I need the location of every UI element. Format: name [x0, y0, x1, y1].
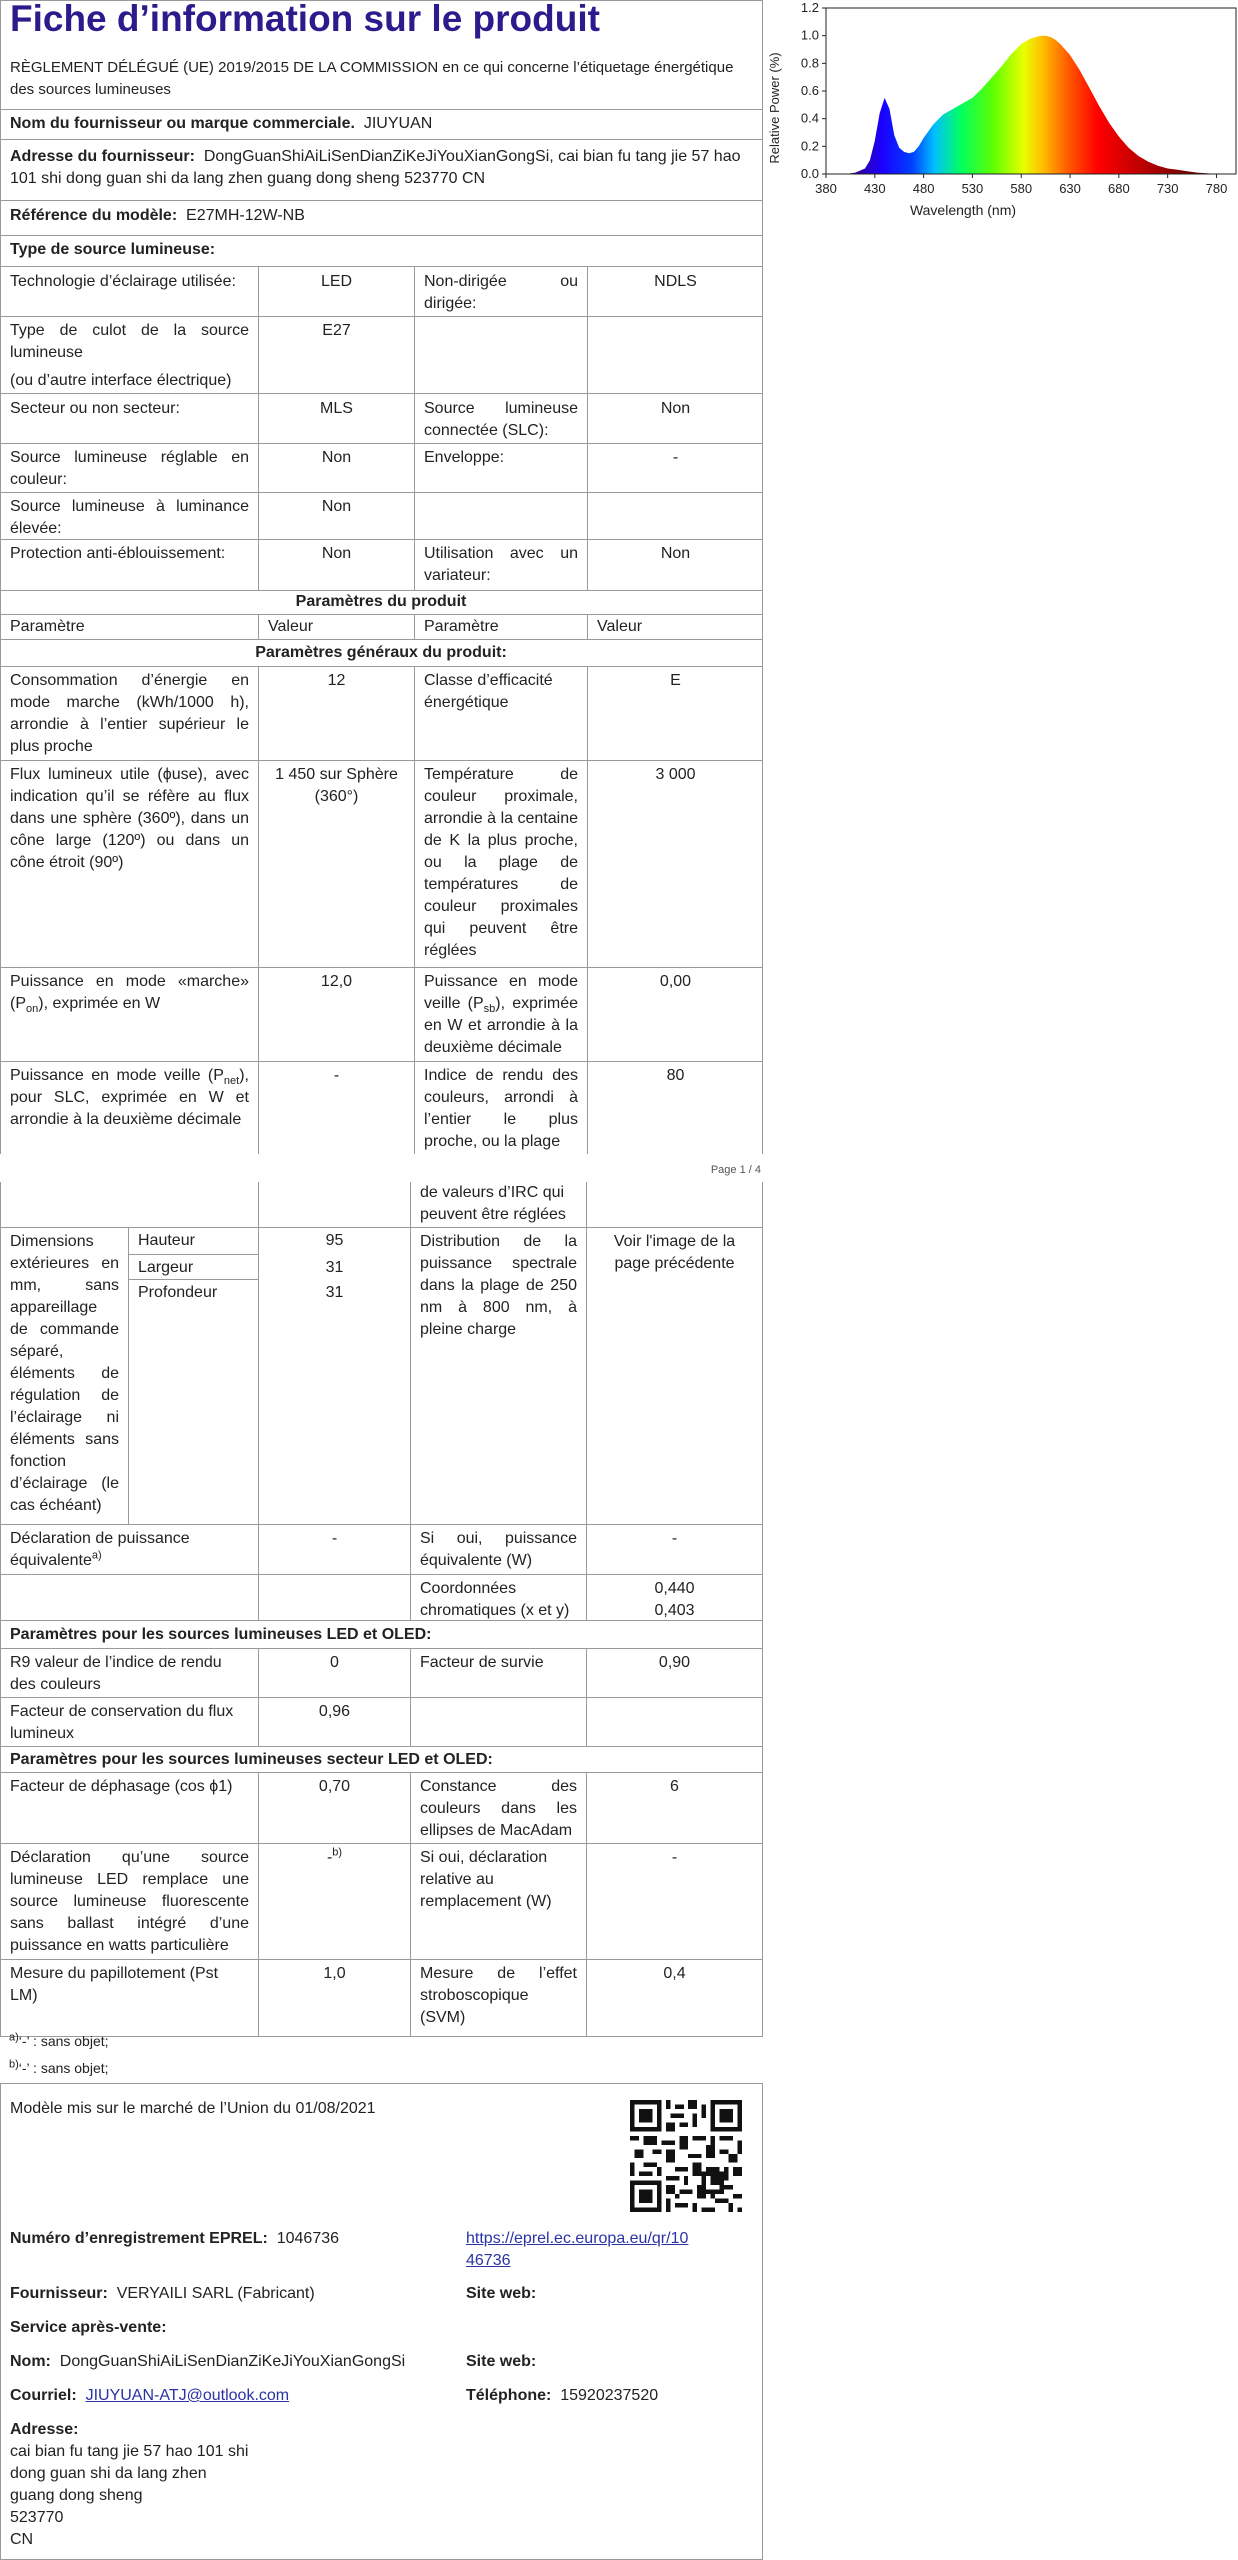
footnote	[9, 2060, 109, 2076]
website-label: Site web:	[466, 2285, 537, 2302]
mains-header: Paramètres pour les sources lumineuses secteur LED et OLED:	[10, 1751, 493, 1768]
dimension-name: Largeur	[138, 1259, 194, 1276]
dimensions-label: Dimensions extérieures en mm, sans appareillage de commande séparé, éléments de régulation de l’éclairage ni éléments sans fonction d’éclairage (le cas échéant)	[10, 1233, 119, 1514]
mains-value: 1,0	[323, 1965, 346, 1982]
led-label: Facteur de conservation du flux lumineux	[10, 1703, 234, 1742]
general-value: E	[670, 672, 681, 689]
type-header: Type de source lumineuse:	[10, 241, 216, 258]
params-header: Paramètres du produit	[295, 593, 467, 610]
address-line: CN	[10, 2531, 34, 2548]
website2-label: Site web:	[466, 2353, 537, 2370]
type-value: Non	[660, 545, 691, 562]
address-line: dong guan shi da lang zhen	[10, 2465, 207, 2482]
mains-label: Constance des couleurs dans les ellipses de MacAdam	[420, 1778, 577, 1839]
x-tick-label: 580	[1010, 181, 1033, 196]
general-value: 12,0	[320, 973, 353, 990]
address-line: 523770	[10, 2509, 64, 2526]
general-label: Indice de rendu des couleurs, arrondi à l’entier le plus proche, ou la plage	[424, 1067, 578, 1150]
general-value: 1 450 sur Sphère (360°)	[275, 766, 398, 805]
general-label-subscript: net	[223, 1075, 240, 1088]
type-label: Source lumineuse connectée (SLC):	[424, 400, 578, 439]
spectral-power-chart	[766, 0, 1238, 232]
type-value: Non	[321, 545, 352, 562]
address-line: cai bian fu tang jie 57 hao 101 shi	[10, 2443, 249, 2460]
dimension-name: Profondeur	[138, 1284, 218, 1301]
led-label: R9 valeur de l’indice de rendu des couleurs	[10, 1654, 222, 1693]
general-value: 12	[327, 672, 346, 689]
mains-label: Mesure du papillotement (Pst LM)	[10, 1965, 219, 2004]
footnote-text: ‘-’ : sans objet;	[18, 2060, 109, 2076]
col-header: Paramètre	[424, 618, 499, 635]
mains-value-sup: b)	[332, 1846, 343, 1859]
mains-value: 0,4	[663, 1965, 686, 1982]
chroma-y: 0,403	[654, 1602, 695, 1619]
equiv-w-value: -	[671, 1530, 678, 1547]
general-label: Température de couleur proximale, arrondie à la centaine de K la plus proche, ou la plage de températures de couleur proximales qui peuvent être réglées	[424, 766, 578, 959]
address-value: DongGuanShiAiLiSenDianZiKeJiYouXianGongSi, cai bian fu tang jie 57 hao 101 shi dong guan shi da lang zhen guang dong sheng 523770 CN	[10, 148, 741, 187]
type-label: Source lumineuse à luminance élevée:	[10, 498, 249, 537]
general-label-text: Puissance en mode veille (P	[10, 1067, 224, 1084]
eprel-url-line[interactable]: https://eprel.ec.europa.eu/qr/10	[466, 2230, 689, 2247]
type-label: Protection anti-éblouissement:	[10, 545, 226, 562]
general-label-text: ), pour SLC, exprimée en W et arrondie à la deuxième décimale	[10, 1067, 249, 1128]
service-address-label: Adresse:	[10, 2421, 79, 2438]
qr-code-icon	[630, 2100, 742, 2212]
general-label	[1, 1063, 258, 1133]
mains-value: 0,70	[318, 1778, 351, 1795]
supplier-value: JIUYUAN	[363, 115, 433, 132]
footnote-marker: a)	[9, 2031, 19, 2044]
spectral-label: Distribution de la puissance spectrale dans la plage de 250 nm à 800 nm, à pleine charge	[420, 1233, 577, 1338]
type-label: Utilisation avec un variateur:	[424, 545, 578, 584]
type-value: MLS	[320, 400, 353, 417]
general-label-text: Puissance en mode «marche» (P	[10, 973, 249, 1012]
type-value: Non	[660, 400, 691, 417]
y-tick-label: 1.0	[800, 27, 819, 43]
type-label: Type de culot de la source lumineuse	[10, 322, 249, 361]
general-header: Paramètres généraux du produit:	[255, 644, 507, 661]
phone-label: Téléphone:	[466, 2387, 552, 2404]
general-value: 0,00	[659, 973, 692, 990]
eprel-supplier-value: VERYAILI SARL (Fabricant)	[116, 2285, 315, 2302]
spectral-value: Voir l'image de la page précédente	[613, 1233, 736, 1272]
general-label-text: ), exprimée en W et arrondie à la deuxième décimale	[424, 995, 578, 1056]
x-tick-label: 530	[961, 181, 984, 196]
y-tick-label: 1.2	[800, 0, 819, 15]
dimension-value: 31	[325, 1259, 344, 1276]
equiv-value: -	[331, 1530, 338, 1547]
chroma-x: 0,440	[654, 1580, 695, 1597]
general-label: Consommation d’énergie en mode marche (kWh/1000 h), arrondie à l’entier supérieur le plus proche	[10, 672, 249, 755]
eprel-reg-label: Numéro d’enregistrement EPREL:	[10, 2230, 268, 2247]
type-value: NDLS	[654, 273, 697, 290]
x-tick-label: 780	[1205, 181, 1228, 196]
general-label	[415, 969, 587, 1061]
general-label	[1, 969, 258, 1017]
led-header: Paramètres pour les sources lumineuses LED et OLED:	[10, 1626, 432, 1643]
mains-label: Déclaration qu’une source lumineuse LED remplace une source lumineuse fluorescente sans ballast intégré d’une puissance en watts particulière	[10, 1849, 249, 1954]
x-tick-label: 630	[1059, 181, 1081, 196]
led-value: 0,90	[658, 1654, 691, 1671]
type-value: Non	[321, 498, 352, 515]
led-value: 0,96	[318, 1703, 351, 1720]
x-axis-label: Wavelength (nm)	[909, 202, 1017, 218]
col-header: Valeur	[597, 618, 643, 635]
type-label: Secteur ou non secteur:	[10, 400, 180, 417]
type-value: LED	[320, 273, 353, 290]
x-tick-label: 480	[912, 181, 935, 196]
footnote	[9, 2033, 109, 2049]
dimension-value: 95	[325, 1232, 344, 1249]
mains-label: Si oui, déclaration relative au remplacement (W)	[420, 1849, 552, 1910]
cont-text: de valeurs d’IRC qui peuvent être réglées	[420, 1184, 566, 1223]
eprel-url-line[interactable]: 46736	[466, 2252, 511, 2269]
dimension-name: Hauteur	[138, 1232, 195, 1249]
led-value: 0	[330, 1654, 339, 1671]
service-label: Service après-vente:	[10, 2319, 167, 2336]
email-label: Courriel:	[10, 2387, 77, 2404]
general-value: -	[333, 1067, 340, 1084]
model-label: Référence du modèle:	[10, 207, 178, 224]
y-tick-label: 0.6	[800, 83, 819, 98]
type-value: E27	[322, 322, 351, 339]
eprel-supplier	[1, 2281, 451, 2307]
spectrum-area	[846, 36, 1217, 174]
general-value: 3 000	[655, 766, 696, 783]
service-name-label: Nom:	[10, 2353, 51, 2370]
service-phone	[457, 2383, 747, 2409]
address-line: guang dong sheng	[10, 2487, 143, 2504]
general-label: Classe d’efficacité énergétique	[424, 672, 553, 711]
mains-value: -	[671, 1849, 678, 1866]
type-label: Non-dirigée ou dirigée:	[424, 273, 578, 312]
supplier-cell	[1, 111, 761, 137]
eprel-registration	[1, 2226, 451, 2252]
col-header: Paramètre	[10, 618, 85, 635]
general-label-subscript: sb	[483, 1003, 496, 1016]
footnote-text: ‘-’ : sans objet;	[18, 2033, 109, 2049]
regulation-text: RÈGLEMENT DÉLÉGUÉ (UE) 2019/2015 DE LA COMMISSION en ce qui concerne l’étiquetage énergétique des sources lumineuses	[10, 59, 734, 98]
type-value: Non	[321, 449, 352, 466]
x-tick-label: 730	[1156, 181, 1179, 196]
y-tick-label: 0.0	[800, 166, 819, 181]
mains-value	[259, 1845, 410, 1871]
y-axis-label: Relative Power (%)	[767, 52, 782, 164]
x-tick-label: 380	[815, 181, 837, 196]
chroma-label: Coordonnées chromatiques (x et y)	[420, 1580, 570, 1619]
mains-label: Facteur de déphasage (cos ϕ1)	[10, 1778, 233, 1795]
service-address	[1, 2439, 451, 2553]
equiv-w-label: Si oui, puissance équivalente (W)	[420, 1530, 577, 1569]
phone-value: 15920237520	[560, 2387, 659, 2404]
model-cell	[1, 203, 761, 229]
y-tick-label: 0.4	[800, 110, 819, 126]
mains-label: Mesure de l’effet stroboscopique (SVM)	[420, 1965, 577, 2026]
equiv-label-sup: a)	[91, 1549, 102, 1562]
equiv-label-text: Déclaration de puissance équivalente	[10, 1530, 190, 1569]
page-title: Fiche d’information sur le produit	[10, 0, 600, 39]
mains-value-text: -	[326, 1849, 333, 1866]
general-value: 80	[666, 1067, 685, 1084]
model-value: E27MH-12W-NB	[186, 207, 305, 224]
y-tick-label: 0.2	[800, 138, 819, 154]
type-label: Source lumineuse réglable en couleur:	[10, 449, 249, 488]
page-number: Page 1 / 4	[710, 1164, 761, 1176]
footnote-marker: b)	[9, 2058, 19, 2071]
address-cell	[1, 144, 761, 192]
plot-area	[801, 0, 1236, 196]
led-label: Facteur de survie	[420, 1654, 544, 1671]
service-email	[1, 2383, 451, 2409]
service-name-value: DongGuanShiAiLiSenDianZiKeJiYouXianGongSi	[59, 2353, 406, 2370]
y-tick-label: 0.8	[800, 55, 819, 71]
service-name	[1, 2349, 457, 2375]
mains-value: 6	[670, 1778, 679, 1795]
email-link[interactable]: JIUYUAN-ATJ@outlook.com	[85, 2387, 290, 2404]
general-label: Flux lumineux utile (ϕuse), avec indication qu’il se réfère au flux dans une sphère (360º), dans un cône large (120º) ou dans un cône étroit (90º)	[10, 766, 249, 871]
type-label: Enveloppe:	[424, 449, 505, 466]
eprel-reg-value: 1046736	[276, 2230, 340, 2247]
equiv-label	[1, 1526, 258, 1574]
type-label: Technologie d’éclairage utilisée:	[10, 273, 236, 290]
eprel-supplier-label: Fournisseur:	[10, 2285, 108, 2302]
general-label-subscript: on	[26, 1003, 39, 1016]
col-header: Valeur	[268, 618, 314, 635]
general-label-text: Puissance en mode veille (P	[424, 973, 578, 1012]
dimension-value: 31	[325, 1284, 344, 1301]
supplier-label: Nom du fournisseur ou marque commerciale.	[10, 115, 355, 132]
x-tick-label: 430	[863, 181, 886, 196]
general-label-text: ), exprimée en W	[38, 995, 161, 1012]
market-date: Modèle mis sur le marché de l’Union du 01/08/2021	[10, 2100, 376, 2117]
x-tick-label: 680	[1108, 181, 1130, 196]
eprel-link[interactable]	[457, 2226, 737, 2274]
type-label-sub: (ou d’autre interface électrique)	[10, 372, 232, 389]
type-value: -	[672, 449, 679, 466]
address-label: Adresse du fournisseur:	[10, 148, 195, 165]
